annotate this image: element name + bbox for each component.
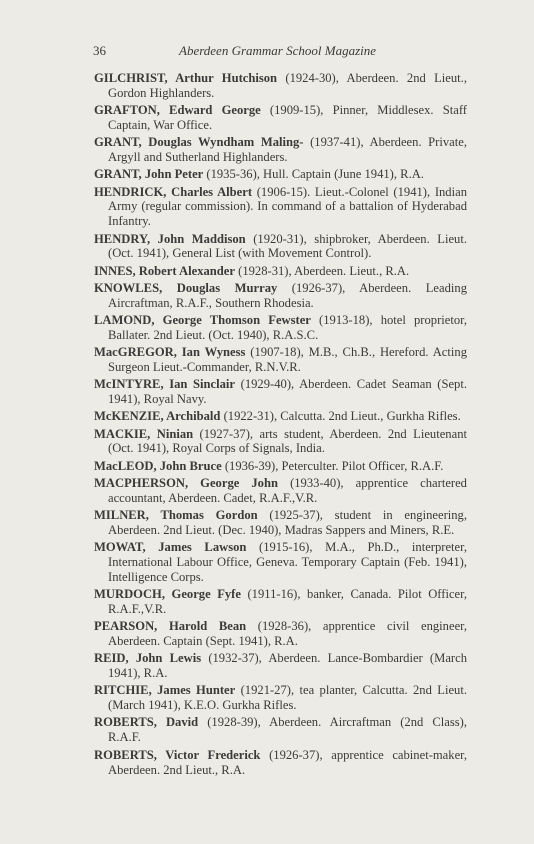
entry-name: MILNER, Thomas Gordon (94, 507, 258, 522)
page-number: 36 (93, 43, 106, 58)
list-item (94, 459, 467, 474)
entry-details: (1924-30), Aberdeen. 2nd Lieut., Gordon Highlanders. (108, 71, 467, 100)
entry-details: (1925-37), student in engineering, Aberdeen. 2nd Lieut. (Dec. 1940), Madras Sappers and Miners, R.E. (108, 507, 467, 537)
entry-name: GRANT, Douglas Wyndham Maling- (94, 135, 304, 150)
entry-details: (1926-37), apprentice cabinet-maker, Aberdeen. 2nd Lieut., R.A. (108, 747, 467, 777)
list-item (94, 619, 467, 649)
list-item (94, 313, 467, 343)
entry-details: (1928-39), Aberdeen. Aircraftman (2nd Class), R.A.F. (108, 715, 467, 745)
list-item (94, 748, 467, 778)
list-item (94, 103, 467, 133)
entry-name: HENDRICK, Charles Albert (94, 184, 253, 199)
entry-details: (1920-31), shipbroker, Aberdeen. Lieut. (Oct. 1941), General List (with Movement Control). (108, 231, 467, 261)
list-item (94, 345, 467, 375)
entry-details: (1937-41), Aberdeen. Private, Argyll and Sutherland Highlanders. (108, 135, 467, 165)
list-item (94, 232, 467, 262)
entry-name: REID, John Lewis (94, 651, 202, 666)
entry-name: MOWAT, James Lawson (94, 540, 247, 555)
entry-details: (1913-18), hotel proprietor, Ballater. 2nd Lieut. (Oct. 1940), R.A.S.C. (108, 312, 468, 342)
entry-details: (1915-16), M.A., Ph.D., interpreter, International Labour Office, Geneva. Temporary Captain (Feb. 1941), Intelligence Corps. (108, 540, 467, 584)
list-item (94, 377, 467, 407)
entry-name: INNES, Robert Alexander (94, 263, 235, 278)
entry-details: (1911-16), banker, Canada. Pilot Officer, R.A.F.,V.R. (108, 587, 467, 616)
entry-name: McKENZIE, Archibald (94, 409, 221, 424)
entry-name: GILCHRIST, Arthur Hutchison (94, 71, 278, 85)
entry-name: MacLEOD, John Bruce (94, 458, 222, 473)
entry-name: RITCHIE, James Hunter (94, 683, 236, 698)
entry-name: PEARSON, Harold Bean (94, 619, 247, 634)
list-item (94, 476, 467, 506)
entry-details: (1909-15), Pinner, Middlesex. Staff Captain, War Office. (108, 103, 467, 133)
list-item (94, 264, 467, 279)
entry-details: (1933-40), apprentice chartered accountant, Aberdeen. Cadet, R.A.F.,V.R. (108, 475, 467, 505)
list-item (94, 71, 467, 101)
entry-name: MURDOCH, George Fyfe (94, 587, 241, 602)
list-item (94, 281, 467, 311)
entry-details: (1927-37), arts student, Aberdeen. 2nd Lieutenant (Oct. 1941), Royal Corps of Signals, India. (108, 426, 467, 456)
entry-name: GRANT, John Peter (94, 167, 204, 182)
list-item (94, 715, 467, 745)
entry-name: MACKIE, Ninian (94, 426, 194, 441)
entry-details: (1935-36), Hull. Captain (June 1941), R.A. (203, 167, 424, 182)
entry-name: LAMOND, George Thomson Fewster (94, 312, 311, 327)
page-header (93, 43, 465, 59)
entry-details: (1922-31), Calcutta. 2nd Lieut., Gurkha Rifles. (220, 409, 461, 424)
entry-details: (1932-37), Aberdeen. Lance-Bombardier (March 1941), R.A. (108, 651, 467, 681)
entry-details: (1928-36), apprentice civil engineer, Aberdeen. Captain (Sept. 1941), R.A. (108, 619, 467, 649)
list-item (94, 409, 467, 424)
entry-name: MACPHERSON, George John (94, 475, 278, 490)
entry-name: MacGREGOR, Ian Wyness (94, 345, 246, 360)
running-title: Aberdeen Grammar School Magazine (179, 43, 377, 58)
list-item (94, 508, 467, 538)
entry-list (94, 71, 467, 780)
list-item (94, 135, 467, 165)
entry-details: (1907-18), M.B., Ch.B., Hereford. Acting Surgeon Lieut.-Commander, R.N.V.R. (108, 345, 467, 374)
entry-name: ROBERTS, David (94, 715, 199, 730)
entry-details: (1936-39), Peterculter. Pilot Officer, R.A.F. (221, 458, 444, 473)
entry-details: (1929-40), Aberdeen. Cadet Seaman (Sept. 1941), Royal Navy. (108, 377, 467, 407)
list-item (94, 167, 467, 182)
list-item (94, 683, 467, 713)
entry-details: (1928-31), Aberdeen. Lieut., R.A. (234, 263, 410, 278)
list-item (94, 587, 467, 617)
entry-name: McINTYRE, Ian Sinclair (94, 377, 236, 392)
entry-name: HENDRY, John Maddison (94, 231, 246, 246)
list-item (94, 651, 467, 681)
entry-name: GRAFTON, Edward George (94, 103, 261, 118)
entry-name: ROBERTS, Victor Frederick (94, 747, 261, 762)
entry-details: (1921-27), tea planter, Calcutta. 2nd Lieut. (March 1941), K.E.O. Gurkha Rifles. (108, 683, 467, 713)
list-item (94, 540, 467, 585)
list-item (94, 185, 467, 230)
entry-details: (1926-37), Aberdeen. Leading Aircraftman, R.A.F., Southern Rhodesia. (108, 280, 467, 310)
list-item (94, 427, 467, 457)
entry-name: KNOWLES, Douglas Murray (94, 280, 278, 295)
entry-details: (1906-15). Lieut.-Colonel (1941), Indian Army (regular commission). In command of a battalion of Hyderabad Infantry. (108, 184, 467, 229)
